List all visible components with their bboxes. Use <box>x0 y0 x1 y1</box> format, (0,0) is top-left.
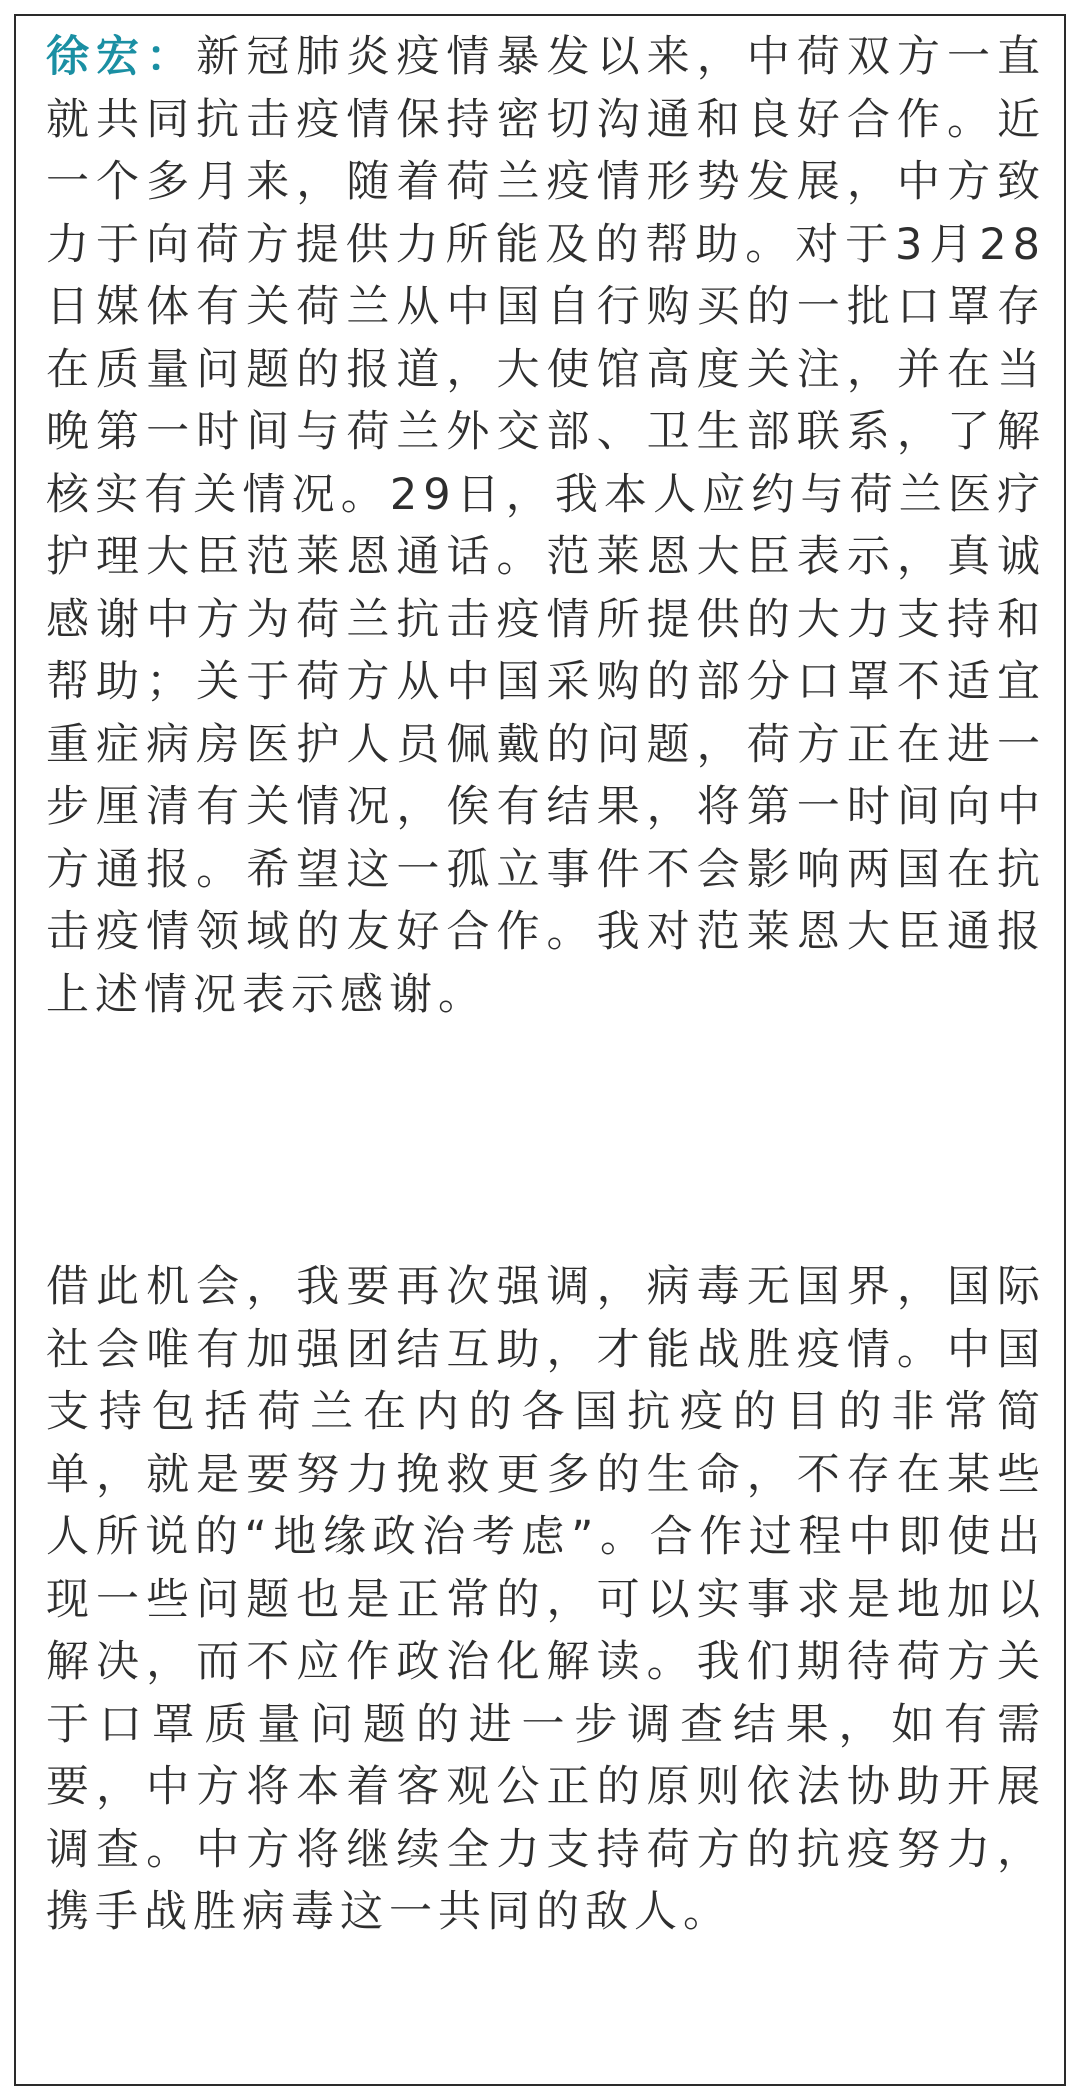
paragraph-2: 借此机会，我要再次强调，病毒无国界，国际社会唯有加强团结互助，才能战胜疫情。中国支持包括荷兰在内的各国抗疫的目的非常简单，就是要努力挽救更多的生命，不存在某些人所说的“地缘政治考虑”。合作过程中即使出现一些问题也是正常的，可以实事求是地加以解决，而不应作政治化解读。我们期待荷方关于口罩质量问题的进一步调查结果，如有需要，中方将本着客观公正的原则依法协助开展调查。中方将继续全力支持荷方的抗疫努力，携手战胜病毒这一共同的敌人。 <box>46 1262 1046 1937</box>
speaker-name: 徐宏： <box>46 32 197 82</box>
article-frame <box>14 14 1066 2086</box>
paragraph-1 <box>46 26 1046 1026</box>
paragraph-1-text: 新冠肺炎疫情暴发以来，中荷双方一直就共同抗击疫情保持密切沟通和良好合作。近一个多月来，随着荷兰疫情形势发展，中方致力于向荷方提供力所能及的帮助。对于3月28日媒体有关荷兰从中国自行购买的一批口罩存在质量问题的报道，大使馆高度关注，并在当晚第一时间与荷兰外交部、卫生部联系，了解核实有关情况。29日，我本人应约与荷兰医疗护理大臣范莱恩通话。范莱恩大臣表示，真诚感谢中方为荷兰抗击疫情所提供的大力支持和帮助；关于荷方从中国采购的部分口罩不适宜重症病房医护人员佩戴的问题，荷方正在进一步厘清有关情况，俟有结果，将第一时间向中方通报。希望这一孤立事件不会影响两国在抗击疫情领域的友好合作。我对范莱恩大臣通报上述情况表示感谢。 <box>46 32 1047 1020</box>
